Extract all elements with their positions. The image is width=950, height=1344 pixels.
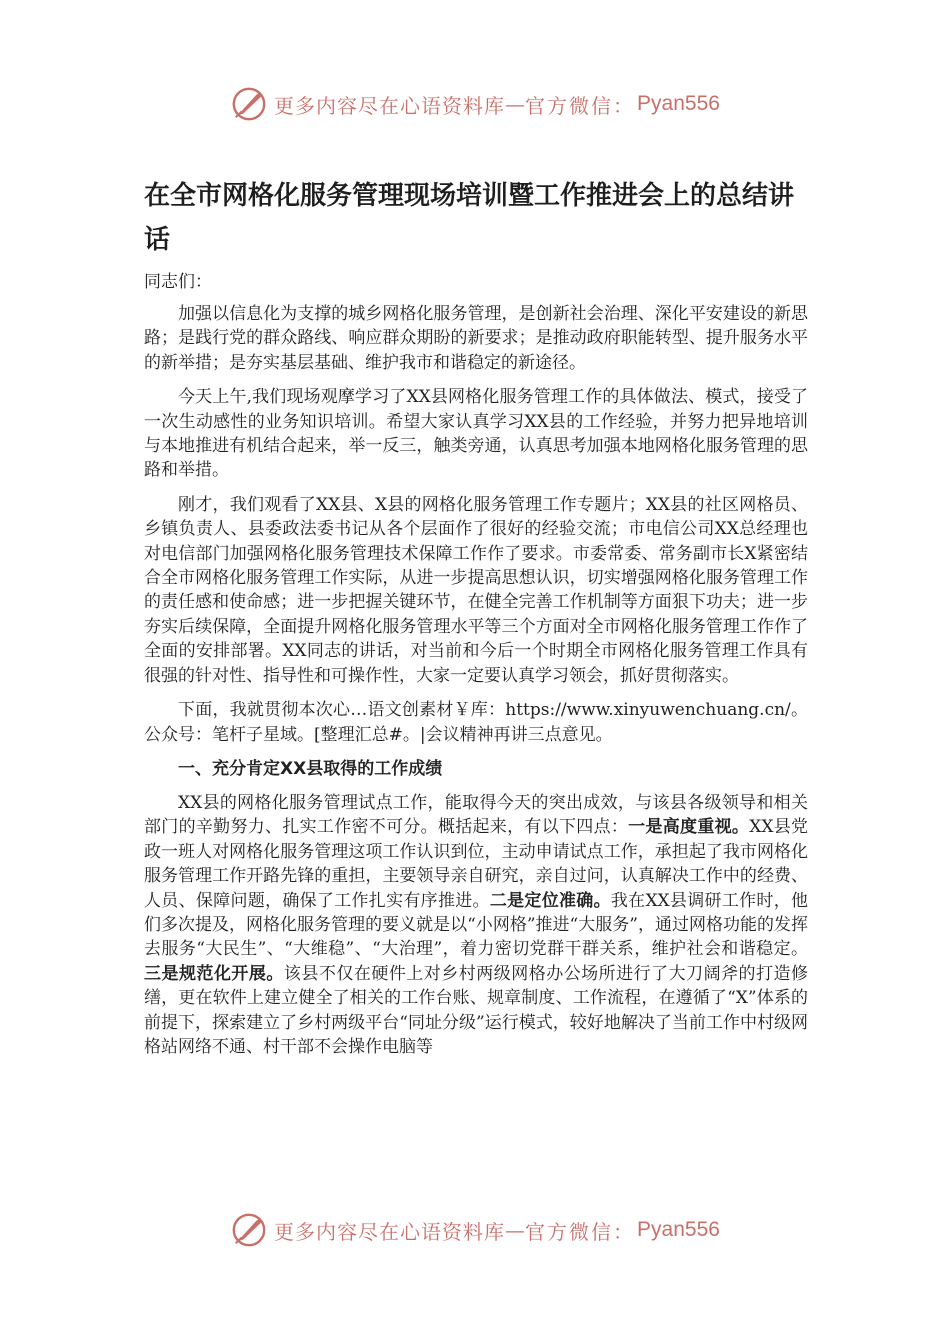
banner-wechat-id: Pyan556 <box>637 92 720 115</box>
point-1-lead: 一是高度重视。 <box>628 817 750 838</box>
point-1-text: XX县党政一班人对网格化服务管理这项工作认识到位，主动申请试点工作，承担起了我市网格化服务管理工作开路先锋的重担，主要领导亲自研究，亲自过问，认真解决工作中的经费、人员、保障问题，确保了工作扎实有序推进。 <box>144 817 809 911</box>
banner-separator: — <box>505 92 526 116</box>
document-body <box>144 174 808 1069</box>
header-banner <box>0 84 950 124</box>
banner-separator: — <box>505 1218 526 1242</box>
paragraph-2: 今天上午,我们现场观摩学习了XX县网格化服务管理工作的具体做法、模式，接受了一次生动感性的业务知识培训。希望大家认真学习XX县的工作经验，并努力把异地培训与本地推进有机结合起来，举一反三，触类旁通，认真思考加强本地网格化服务管理的思路和举措。 <box>144 387 808 481</box>
banner-wechat-label: 官方微信： <box>525 1219 636 1244</box>
point-3-text: 该县不仅在硬件上对乡村两级网格办公场所进行了大刀阔斧的打造修缮，更在软件上建立健全了相关的工作台账、规章制度、工作流程，在遵循了“X”体系的前提下，探索建立了乡村两级平台“同址分级”运行模式，较好地解决了当前工作中村级网格站网络不通、村干部不会操作电脑等 <box>144 963 809 1057</box>
salutation: 同志们： <box>144 272 212 292</box>
paragraph-3: 刚才，我们观看了XX县、X县的网格化服务管理工作专题片；XX县的社区网格员、乡镇负责人、县委政法委书记从各个层面作了很好的经验交流；市电信公司XX总经理也对电信部门加强网格化服务管理技术保障工作作了要求。市委常委、常务副市长X紧密结合全市网格化服务管理工作实际，从进一步提高思想认识，切实增强网格化服务管理工作的责任感和使命感；进一步把握关键环节，在健全完善工作机制等方面狠下功夫；进一步夯实后续保障，全面提升网格化服务管理水平等三个方面对全市网格化服务管理工作作了全面的安排部署。XX同志的讲话，对当前和今后一个时期全市网格化服务管理工作具有很强的针对性、指导性和可操作性，大家一定要认真学习领会，抓好贯彻落实。 <box>144 494 808 686</box>
section-heading-1: 一、充分肯定XX县取得的工作成绩 <box>178 758 443 779</box>
paragraph-4: 下面，我就贯彻本次心…语文创素材￥库：https://www.xinyuwenchuang.cn/。公众号：笔杆子星域。[整理汇总#。|会议精神再讲三点意见。 <box>144 700 808 745</box>
banner-brand: 更多内容尽在心语资料库 <box>274 1219 506 1244</box>
quill-pen-logo-icon <box>230 85 268 123</box>
quill-pen-logo-icon <box>230 1211 268 1249</box>
paragraph-5 <box>144 791 808 1059</box>
banner-wechat-label: 官方微信： <box>525 93 636 118</box>
banner-wechat-id: Pyan556 <box>637 1218 720 1241</box>
paragraph-1: 加强以信息化为支撑的城乡网格化服务管理，是创新社会治理、深化平安建设的新思路；是践行党的群众路线、响应群众期盼的新要求；是推动政府职能转型、提升服务水平的新举措；是夯实基层基础、维护我市和谐稳定的新途径。 <box>144 304 808 373</box>
point-2-text: 我在XX县调研工作时，他们多次提及，网格化服务管理的要义就是以“小网格”推进“大服务”，通过网格功能的发挥去服务“大民生”、“大维稳”、“大治理”，着力密切党群干群关系，维护社会和谐稳定。 <box>144 890 808 960</box>
paragraph-5-intro: XX县的网格化服务管理试点工作，能取得今天的突出成效，与该县各级领导和相关部门的辛勤努力、扎实工作密不可分。概括起来，有以下四点： <box>144 792 808 838</box>
banner-brand: 更多内容尽在心语资料库 <box>274 93 506 118</box>
point-3-lead: 三是规范化开展。 <box>144 963 284 984</box>
footer-banner <box>0 1210 950 1250</box>
document-title: 在全市网格化服务管理现场培训暨工作推进会上的总结讲话 <box>144 181 795 255</box>
point-2-lead: 二是定位准确。 <box>489 890 611 911</box>
